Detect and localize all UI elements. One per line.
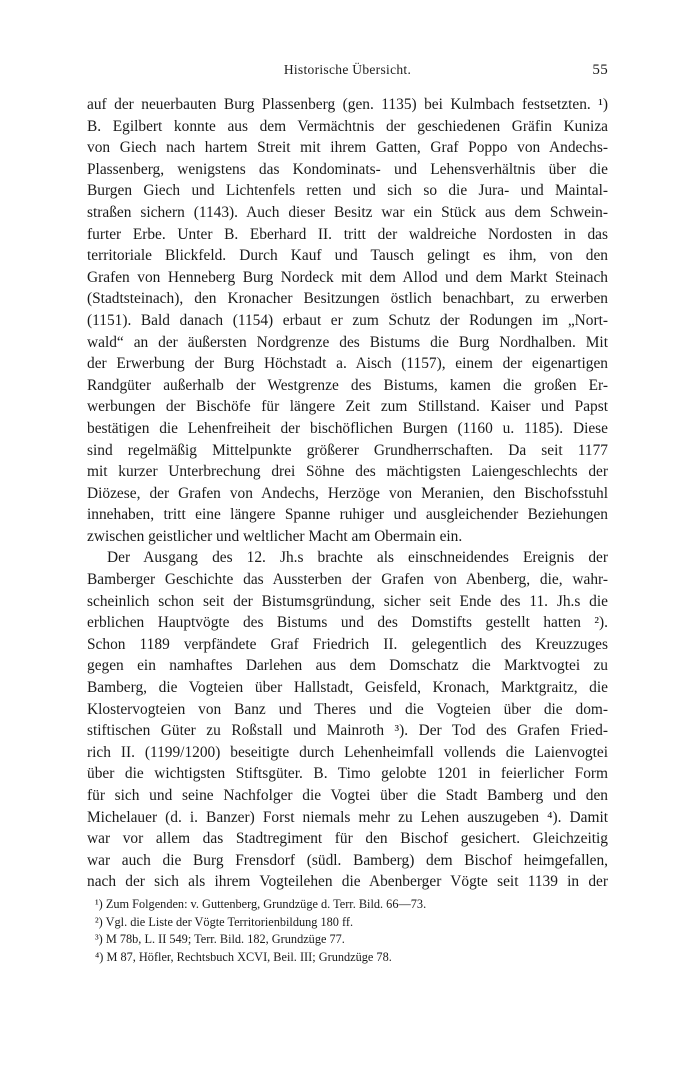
- page-header: [87, 62, 608, 84]
- text-line: Michelauer (d. i. Banzer) Forst niemals mehr zu Lehen auszugeben ⁴). Damit: [87, 808, 608, 826]
- footnotes: [95, 896, 600, 966]
- text-line: sind regelmäßig Mittelpunkte größerer Grundherrschaften. Da seit 1177: [87, 441, 608, 459]
- text-line: Bamberg, die Vogteien über Hallstadt, Geisfeld, Kronach, Marktgraitz, die: [87, 679, 608, 697]
- footnote: ²) Vgl. die Liste der Vögte Territorienbildung 180 ff.: [95, 914, 354, 929]
- text-line: Randgüter außerhalb der Westgrenze des Bistums, kamen die großen Er-: [87, 376, 608, 394]
- text-line: für sich und seine Nachfolger die Vogtei über die Stadt Bamberg und den: [87, 787, 608, 804]
- text-line: werbungen der Bischöfe für längere Zeit zum Stillstand. Kaiser und Papst: [87, 398, 608, 416]
- footnote: ³) M 78b, L. II 549; Terr. Bild. 182, Grundzüge 77.: [95, 932, 345, 947]
- text-line: erblichen Hauptvögte des Bistums und des Domstifts gestellt hatten ²).: [87, 614, 608, 632]
- text-line: der Erwerbung der Burg Höchstadt a. Aisch (1157), einem der eigenartigen: [87, 355, 608, 373]
- text-line: (Stadtsteinach), den Kronacher Besitzungen östlich benachbart, zu erwerben: [87, 290, 608, 308]
- text-line: straßen sichern (1143). Auch dieser Besitz war ein Stück aus dem Schwein-: [87, 203, 608, 221]
- text-line: von Giech nach hartem Streit mit ihrem Gatten, Graf Poppo von Andechs-: [87, 139, 608, 157]
- text-line: Burgen Giech und Lichtenfels retten und sich so die Jura- und Maintal-: [87, 182, 608, 200]
- text-line: Klostervogteien von Banz und Theres und die Vogteien über die dom-: [87, 700, 608, 718]
- text-line: Diözese, der Grafen von Andechs, Herzöge von Meranien, den Bischofsstuhl: [87, 484, 608, 502]
- text-line: Plassenberg, wenigstens das Kondominats- und Lehensverhältnis über die: [87, 160, 608, 178]
- text-line: war auch die Burg Frensdorf (südl. Bamberg) dem Bischof heimgefallen,: [87, 851, 608, 869]
- text-line: scheinlich schon seit der Bistumsgründung, sicher seit Ende des 11. Jh.s die: [87, 592, 608, 610]
- text-line: war vor allem das Stadtregiment für den Bischof gesichert. Gleichzeitig: [87, 830, 608, 848]
- text-line: mit kurzer Unterbrechung drei Söhne des mächtigsten Laiengeschlechts der: [87, 463, 608, 481]
- text-line: zwischen geistlicher und weltlicher Macht am Obermain ein.: [87, 527, 463, 545]
- paragraph-start-line: Der Ausgang des 12. Jh.s brachte als einschneidendes Ereignis der: [107, 549, 608, 567]
- text-line: territoriale Blickfeld. Durch Kauf und Tausch gelingt es ihm, von den: [87, 247, 608, 265]
- text-line: (1151). Bald danach (1154) erbaut er zum Schutz der Rodungen im „Nort-: [87, 311, 608, 329]
- text-line: innehaben, tritt eine längere Spanne ruhiger und ausgleichender Beziehungen: [87, 506, 608, 524]
- footnote: ¹) Zum Folgenden: v. Guttenberg, Grundzüge d. Terr. Bild. 66—73.: [95, 897, 427, 911]
- text-line: B. Egilbert konnte aus dem Vermächtnis der geschiedenen Gräfin Kuniza: [87, 117, 608, 135]
- text-line: nach der sich als ihrem Vogteilehen die Abenberger Vögte seit 1139 in der: [87, 873, 608, 891]
- footnote: ⁴) M 87, Höfler, Rechtsbuch XCVI, Beil. III; Grundzüge 78.: [95, 949, 392, 964]
- text-line: Bamberger Geschichte das Aussterben der Grafen von Abenberg, die, wahr-: [87, 571, 608, 589]
- text-line: auf der neuerbauten Burg Plassenberg (gen. 1135) bei Kulmbach festsetzten. ¹): [87, 96, 608, 113]
- text-line: gegen ein namhaftes Darlehen aus dem Domschatz die Marktvogtei zu: [87, 657, 608, 675]
- page-number: 55: [592, 62, 608, 78]
- text-line: über die wichtigsten Stiftsgüter. B. Timo gelobte 1201 in feierlicher Form: [87, 765, 608, 783]
- text-line: wald“ an der äußersten Nordgrenze des Bistums die Burg Nordhalben. Mit: [87, 333, 608, 351]
- text-line: Schon 1189 verpfändete Graf Friedrich II. gelegentlich des Kreuzzuges: [87, 635, 608, 653]
- text-line: furter Erbe. Unter B. Eberhard II. tritt der waldreiche Nordosten in das: [87, 225, 608, 243]
- running-title: Historische Übersicht.: [283, 62, 412, 77]
- text-line: Grafen von Henneberg Burg Nordeck mit dem Allod und dem Markt Steinach: [87, 268, 608, 286]
- text-line: rich II. (1199/1200) beseitigte durch Lehenheimfall vollends die Laienvogtei: [87, 743, 608, 761]
- text-line: stiftischen Güter zu Roßstall und Mainroth ³). Der Tod des Grafen Fried-: [87, 722, 608, 740]
- text-line: bestätigen die Lehenfreiheit der bischöflichen Burgen (1160 u. 1185). Diese: [87, 419, 608, 437]
- body-text: [87, 94, 608, 893]
